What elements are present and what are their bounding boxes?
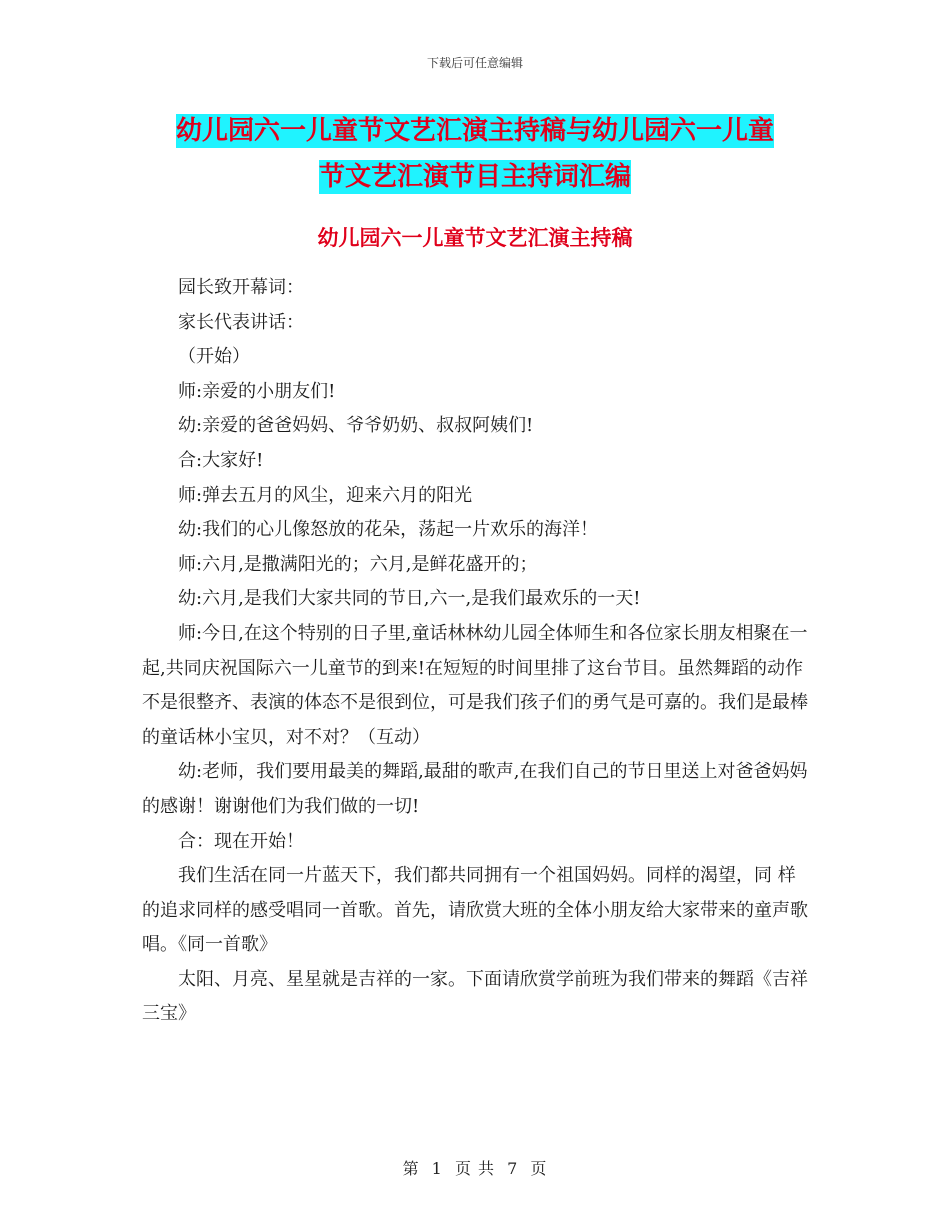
paragraph: 幼:老师，我们要用最美的舞蹈,最甜的歌声,在我们自己的节日里送上对爸爸妈妈的感谢！谢谢他们为我们做的一切! xyxy=(142,761,808,817)
page-label-middle: 页 共 xyxy=(454,1159,496,1178)
paragraph: 师:亲爱的小朋友们! xyxy=(178,380,336,402)
paragraph: 幼:亲爱的爸爸妈妈、爷爷奶奶、叔叔阿姨们! xyxy=(178,415,534,437)
page-footer xyxy=(0,1156,950,1179)
title-line-2: 节文艺汇演节目主持词汇编 xyxy=(318,162,631,192)
paragraph: 园长致开幕词： xyxy=(178,277,304,298)
paragraph: 我们生活在同一片蓝天下，我们都共同拥有一个祖国妈妈。同样的渴望，同 样的追求同样的感受唱同一首歌。首先，请欣赏大班的全体小朋友给大家带来的童声歌唱。《同一首歌》 xyxy=(142,865,808,956)
header-note: 下载后可任意编辑 xyxy=(426,56,523,70)
paragraph: 合:大家好! xyxy=(178,449,264,471)
total-pages: 7 xyxy=(507,1159,519,1178)
page-label-prefix: 第 xyxy=(402,1159,420,1178)
document-body xyxy=(142,271,808,1032)
section-title: 幼儿园六一儿童节文艺汇演主持稿 xyxy=(317,226,633,250)
document-title xyxy=(0,108,950,200)
paragraph: 合：现在开始！ xyxy=(178,830,304,852)
paragraph: 师:弹去五月的风尘，迎来六月的阳光 xyxy=(178,484,473,506)
paragraph: （开始） xyxy=(178,346,250,368)
paragraph: 幼:我们的心儿像怒放的花朵，荡起一片欢乐的海洋！ xyxy=(178,519,599,541)
paragraph: 师:六月,是撒满阳光的；六月,是鲜花盛开的； xyxy=(178,553,538,575)
paragraph: 师:今日,在这个特别的日子里,童话林林幼儿园全体师生和各位家长朋友相聚在一起,共同庆祝国际六一儿童节的到来!在短短的时间里排了这台节目。虽然舞蹈的动作不是很整齐、表演的体态不是很到位，可是我们孩子们的勇气是可嘉的。我们是最棒的童话林小宝贝，对不对？（互动） xyxy=(142,622,808,748)
page-number: 1 xyxy=(431,1159,443,1178)
paragraph: 太阳、月亮、星星就是吉祥的一家。下面请欣赏学前班为我们带来的舞蹈《吉祥三宝》 xyxy=(142,968,808,1025)
page-label-suffix: 页 xyxy=(530,1159,548,1178)
title-line-1: 幼儿园六一儿童节文艺汇演主持稿与幼儿园六一儿童 xyxy=(175,116,774,146)
paragraph: 家长代表讲话： xyxy=(178,311,304,333)
paragraph: 幼:六月,是我们大家共同的节日,六一,是我们最欢乐的一天! xyxy=(178,588,641,610)
